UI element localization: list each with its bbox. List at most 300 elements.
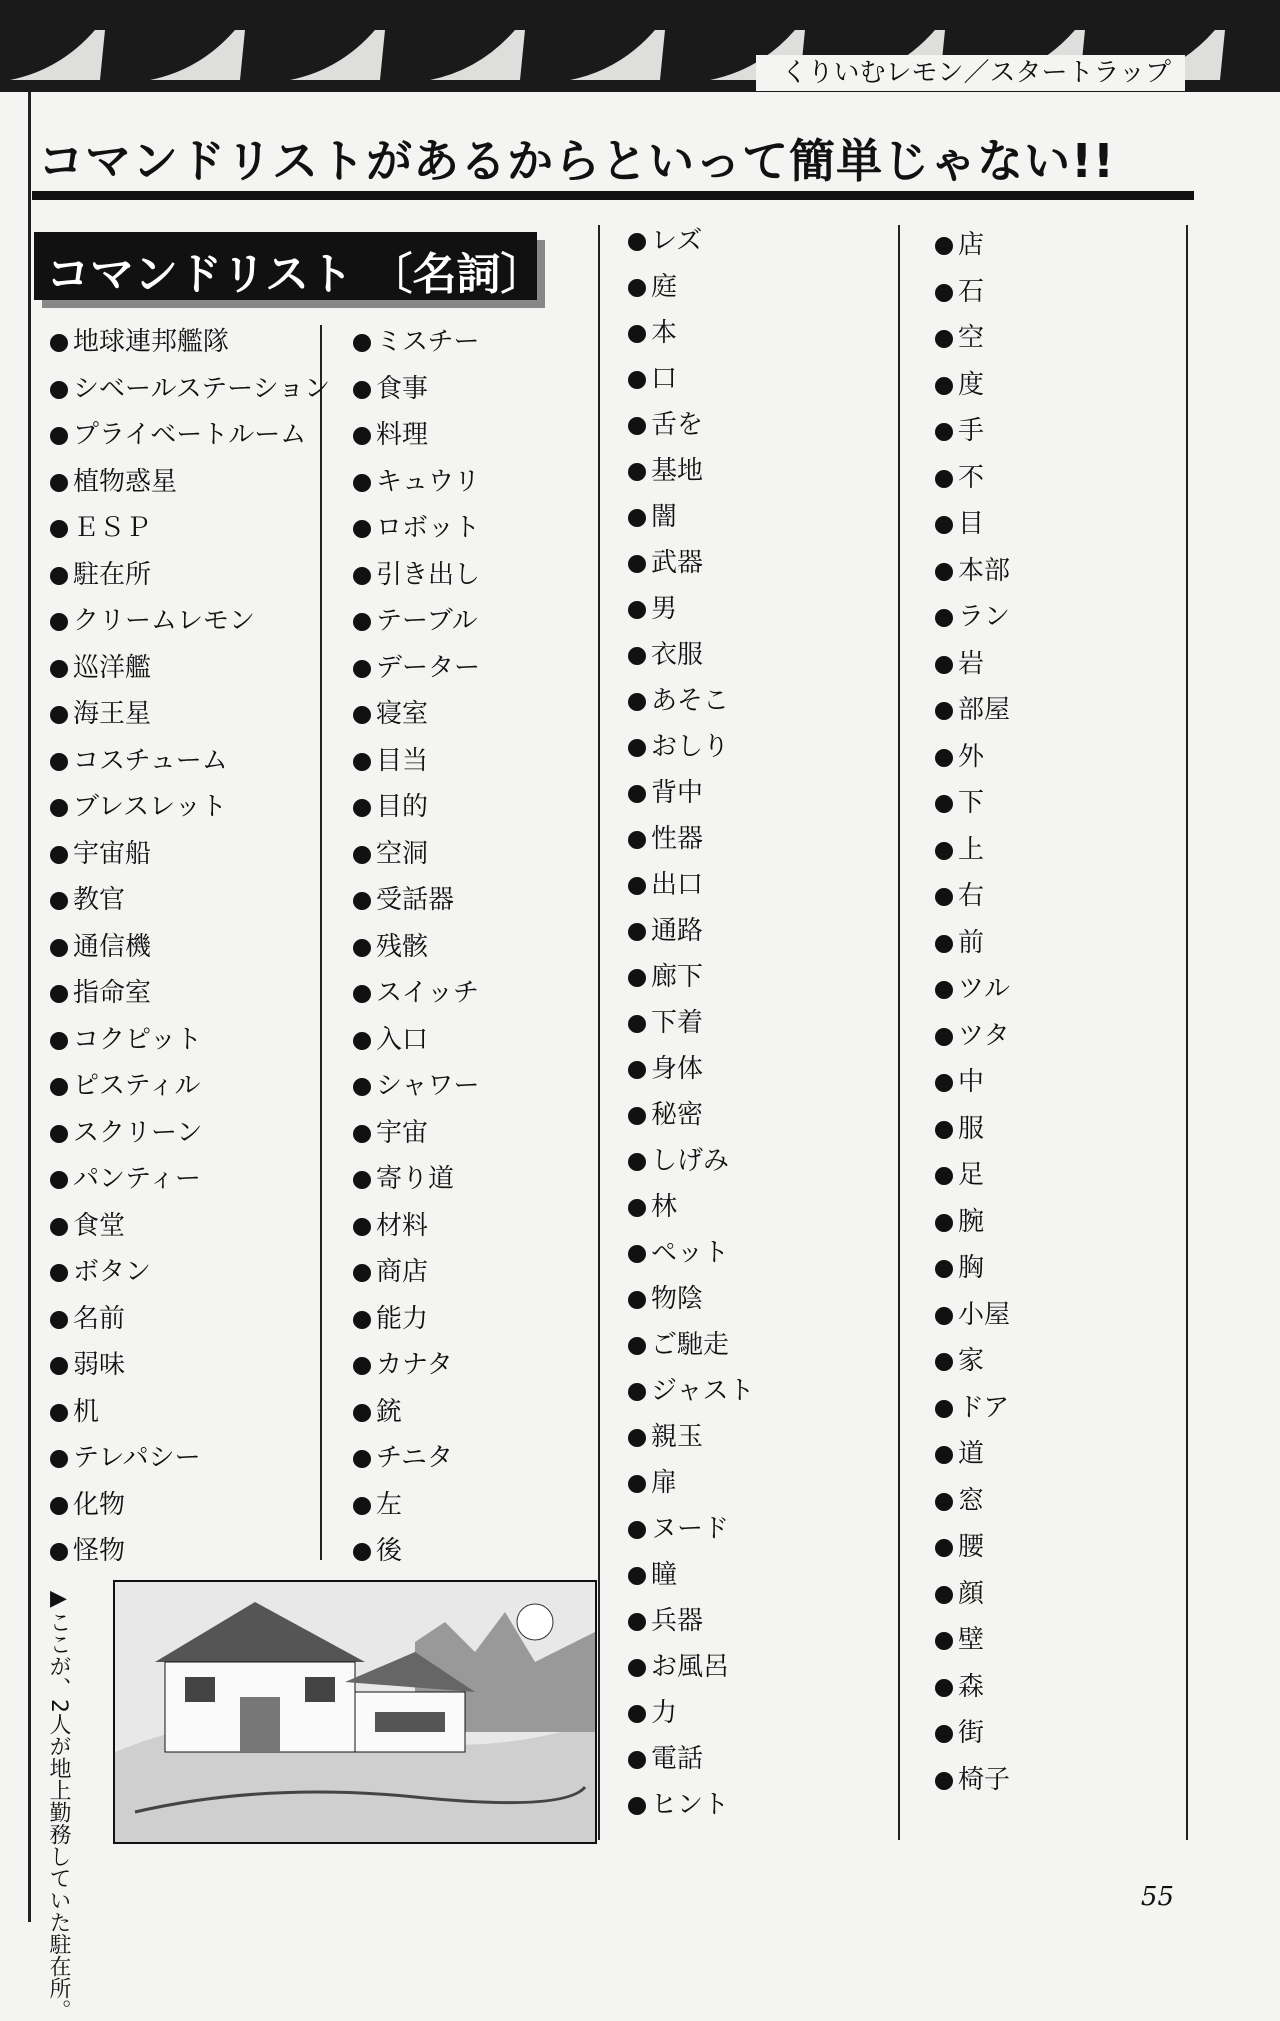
bullet-icon	[353, 799, 371, 817]
noun-label: 腰	[958, 1532, 985, 1562]
noun-label: レズ	[651, 226, 703, 256]
noun-item	[628, 681, 729, 721]
noun-label: 材料	[376, 1210, 429, 1241]
noun-item	[628, 1325, 729, 1365]
bullet-icon	[935, 1772, 953, 1790]
bullet-icon	[935, 1028, 953, 1046]
bullet-icon	[935, 1214, 953, 1232]
noun-label: 目当	[376, 745, 429, 776]
noun-item	[935, 1434, 984, 1474]
noun-label: 左	[376, 1489, 403, 1520]
noun-item	[628, 1049, 703, 1089]
bullet-icon	[935, 609, 953, 627]
noun-item	[935, 1760, 1010, 1800]
bullet-icon	[353, 1171, 371, 1189]
bullet-icon	[935, 377, 953, 395]
bullet-icon	[628, 1107, 646, 1125]
column-divider	[1186, 225, 1188, 1840]
bullet-icon	[353, 1032, 371, 1050]
bullet-icon	[50, 799, 68, 817]
noun-item	[50, 1159, 201, 1199]
noun-label: コクピット	[73, 1024, 202, 1055]
column-divider	[320, 325, 322, 1560]
noun-label: 後	[376, 1536, 403, 1566]
bullet-icon	[935, 888, 953, 906]
noun-label: 性器	[651, 824, 704, 854]
noun-label: ピスティル	[73, 1071, 201, 1101]
noun-label: 銃	[376, 1396, 403, 1427]
noun-item	[50, 1392, 99, 1432]
noun-item	[935, 504, 984, 544]
noun-item	[50, 1206, 125, 1246]
noun-item	[628, 1693, 677, 1733]
bullet-icon	[628, 1659, 646, 1677]
noun-label: 椅子	[958, 1764, 1011, 1795]
noun-item	[628, 313, 677, 353]
bullet-icon	[353, 1450, 371, 1468]
noun-item	[50, 880, 125, 920]
noun-item	[353, 973, 479, 1013]
noun-label: 空	[958, 323, 985, 353]
bullet-icon	[353, 939, 371, 957]
bullet-icon	[50, 334, 68, 352]
noun-label: 外	[958, 741, 985, 772]
headline-rule	[32, 191, 1194, 200]
bullet-icon	[50, 1032, 68, 1050]
bullet-icon	[935, 1679, 953, 1697]
noun-label: ＥＳＰ	[73, 513, 152, 543]
bullet-icon	[935, 935, 953, 953]
noun-label: ご馳走	[651, 1330, 730, 1360]
noun-item	[628, 819, 703, 859]
bullet-icon	[353, 753, 371, 771]
noun-label: 岩	[958, 648, 985, 679]
bullet-icon	[50, 520, 68, 538]
bullet-icon	[935, 1725, 953, 1743]
noun-item	[628, 1279, 703, 1319]
noun-item	[50, 834, 151, 874]
section-title-box	[34, 232, 545, 300]
noun-item	[628, 267, 677, 307]
noun-item	[628, 635, 703, 675]
bullet-icon	[50, 1311, 68, 1329]
bullet-icon	[353, 1404, 371, 1422]
bullet-icon	[935, 1493, 953, 1511]
noun-item	[935, 690, 1010, 730]
noun-label: 基地	[651, 456, 704, 486]
noun-label: 残骸	[376, 931, 429, 962]
noun-item	[935, 1620, 984, 1660]
bullet-icon	[935, 1446, 953, 1464]
noun-item	[353, 880, 454, 920]
noun-item	[935, 644, 984, 684]
noun-item	[50, 601, 255, 641]
noun-item	[935, 876, 984, 916]
noun-label: 前	[958, 927, 985, 958]
noun-item	[935, 1574, 984, 1614]
noun-item	[353, 1485, 402, 1525]
noun-label: シベールステーション	[73, 373, 331, 404]
noun-label: 足	[958, 1160, 985, 1190]
noun-item	[628, 727, 729, 767]
noun-item	[353, 322, 479, 362]
noun-item	[353, 601, 478, 641]
bullet-icon	[353, 706, 371, 724]
bullet-icon	[628, 1521, 646, 1539]
bullet-icon	[50, 1125, 68, 1143]
noun-label: 道	[958, 1439, 985, 1469]
noun-label: 中	[958, 1067, 985, 1097]
noun-item	[50, 1066, 200, 1106]
noun-label: 能力	[376, 1303, 429, 1334]
noun-label: あそこ	[651, 686, 730, 716]
bullet-icon	[353, 1078, 371, 1096]
noun-item	[628, 1785, 729, 1825]
bullet-icon	[628, 509, 646, 527]
bullet-icon	[628, 325, 646, 343]
noun-item	[50, 973, 151, 1013]
bullet-icon	[628, 969, 646, 987]
noun-item	[628, 1417, 703, 1457]
bullet-icon	[628, 1245, 646, 1263]
bullet-icon	[628, 877, 646, 895]
noun-item	[628, 497, 677, 537]
bullet-icon	[628, 417, 646, 435]
noun-item	[50, 369, 330, 409]
noun-label: 商店	[376, 1257, 429, 1287]
bullet-icon	[935, 237, 953, 255]
noun-item	[628, 1509, 729, 1549]
noun-label: 教官	[73, 885, 126, 915]
noun-label: 物陰	[651, 1284, 704, 1314]
noun-label: 右	[958, 881, 985, 911]
bullet-icon	[50, 1171, 68, 1189]
bullet-icon	[628, 1199, 646, 1217]
bullet-icon	[50, 1404, 68, 1422]
bullet-icon	[628, 923, 646, 941]
column-divider	[898, 225, 900, 1840]
noun-label: 力	[651, 1698, 678, 1728]
noun-label: 化物	[73, 1489, 126, 1520]
noun-item	[628, 1095, 703, 1135]
noun-label: ブレスレット	[73, 792, 227, 822]
bullet-icon	[50, 1357, 68, 1375]
noun-label: コスチューム	[73, 745, 228, 776]
bullet-icon	[50, 381, 68, 399]
bullet-icon	[353, 985, 371, 1003]
bullet-icon	[50, 1450, 68, 1468]
bullet-icon	[50, 567, 68, 585]
noun-label: 電話	[651, 1744, 704, 1774]
bullet-icon	[628, 739, 646, 757]
noun-label: 下	[958, 788, 985, 818]
noun-item	[628, 1601, 703, 1641]
bullet-icon	[935, 1632, 953, 1650]
bullet-icon	[628, 785, 646, 803]
bullet-icon	[353, 1357, 371, 1375]
noun-item	[935, 597, 1010, 637]
bullet-icon	[935, 1539, 953, 1557]
bullet-icon	[50, 985, 68, 1003]
noun-label: 弱味	[73, 1350, 126, 1380]
bullet-icon	[935, 516, 953, 534]
bullet-icon	[353, 567, 371, 585]
noun-item	[50, 1438, 201, 1478]
bullet-icon	[50, 846, 68, 864]
noun-label: 店	[958, 230, 985, 260]
noun-label: 森	[958, 1671, 985, 1702]
noun-item	[353, 1392, 402, 1432]
noun-label: 壁	[958, 1625, 985, 1655]
noun-label: 上	[958, 834, 985, 865]
noun-label: 入口	[376, 1024, 429, 1055]
bullet-icon	[50, 939, 68, 957]
noun-label: 出口	[651, 870, 704, 900]
bullet-icon	[935, 981, 953, 999]
noun-label: 胸	[958, 1253, 985, 1283]
noun-item	[353, 1066, 479, 1106]
noun-item	[628, 1003, 703, 1043]
noun-label: 口	[651, 364, 678, 394]
noun-item	[935, 1527, 984, 1567]
noun-item	[50, 1299, 125, 1339]
noun-item	[50, 415, 306, 455]
noun-label: ツル	[958, 974, 1011, 1004]
noun-label: 度	[958, 369, 985, 400]
bullet-icon	[50, 753, 68, 771]
bullet-icon	[353, 1497, 371, 1515]
noun-item	[353, 462, 480, 502]
bullet-icon	[50, 1264, 68, 1282]
noun-label: チニタ	[376, 1443, 453, 1473]
noun-item	[935, 1155, 984, 1195]
bullet-icon	[935, 1167, 953, 1185]
bullet-icon	[935, 423, 953, 441]
noun-label: 空洞	[376, 838, 429, 869]
noun-label: 不	[958, 462, 985, 493]
noun-item	[353, 369, 428, 409]
bullet-icon	[628, 1797, 646, 1815]
noun-label: 本	[651, 318, 678, 348]
bullet-icon	[50, 613, 68, 631]
bullet-icon	[353, 660, 371, 678]
bullet-icon	[628, 693, 646, 711]
noun-label: 部屋	[958, 695, 1011, 725]
noun-item	[353, 508, 480, 548]
noun-item	[935, 225, 984, 265]
header-band	[0, 0, 1280, 92]
noun-item	[628, 451, 703, 491]
noun-item	[628, 1187, 677, 1227]
noun-label: 庭	[651, 272, 678, 302]
bullet-icon	[50, 1218, 68, 1236]
bullet-icon	[50, 660, 68, 678]
bullet-icon	[935, 284, 953, 302]
outpost-illustration	[113, 1580, 597, 1844]
bullet-icon	[935, 702, 953, 720]
noun-label: 窓	[958, 1485, 985, 1516]
bullet-icon	[935, 656, 953, 674]
noun-label: 怪物	[73, 1536, 126, 1566]
noun-item	[935, 737, 984, 777]
noun-label: 机	[73, 1396, 100, 1427]
noun-item	[353, 1438, 453, 1478]
noun-label: 海王星	[73, 699, 152, 729]
noun-item	[628, 865, 703, 905]
bullet-icon	[935, 842, 953, 860]
noun-item	[50, 1485, 125, 1525]
noun-item	[353, 1345, 453, 1385]
noun-label: 通路	[651, 916, 704, 946]
bullet-icon	[628, 279, 646, 297]
noun-item	[353, 1252, 428, 1292]
noun-label: ラン	[958, 602, 1011, 632]
bullet-icon	[935, 1260, 953, 1278]
bullet-icon	[353, 1264, 371, 1282]
noun-item	[935, 1667, 984, 1707]
bullet-icon	[353, 334, 371, 352]
noun-item	[628, 589, 677, 629]
noun-item	[935, 458, 984, 498]
noun-label: 受話器	[376, 885, 455, 915]
bullet-icon	[935, 1400, 953, 1418]
noun-label: 秘密	[651, 1100, 704, 1130]
bullet-icon	[628, 1291, 646, 1309]
bullet-icon	[353, 1218, 371, 1236]
bullet-icon	[935, 1307, 953, 1325]
noun-item	[50, 555, 151, 595]
bullet-icon	[353, 613, 371, 631]
noun-item	[935, 1341, 984, 1381]
noun-item	[935, 1481, 984, 1521]
noun-label: ペット	[651, 1238, 730, 1268]
bullet-icon	[628, 1567, 646, 1585]
noun-item	[353, 555, 480, 595]
noun-label: パンティー	[73, 1164, 201, 1194]
noun-label: 家	[958, 1346, 985, 1376]
noun-item	[628, 1555, 677, 1595]
noun-label: 目	[958, 509, 985, 539]
noun-item	[628, 1739, 703, 1779]
noun-label: 石	[958, 276, 985, 307]
noun-item	[935, 783, 984, 823]
bullet-icon	[353, 474, 371, 492]
noun-item	[935, 1295, 1010, 1335]
noun-item	[628, 1233, 729, 1273]
noun-item	[50, 741, 228, 781]
noun-item	[935, 318, 984, 358]
noun-item	[50, 648, 151, 688]
noun-label: 舌を	[651, 410, 704, 440]
noun-item	[353, 787, 428, 827]
noun-label: 寝室	[376, 699, 429, 729]
noun-item	[628, 957, 703, 997]
noun-label: 通信機	[73, 931, 152, 962]
noun-item	[935, 272, 984, 312]
bullet-icon	[50, 1497, 68, 1515]
noun-label: 地球連邦艦隊	[73, 327, 230, 357]
noun-item	[50, 322, 229, 362]
noun-item	[353, 834, 428, 874]
bullet-icon	[50, 1543, 68, 1561]
noun-label: 指命室	[73, 978, 152, 1008]
bullet-icon	[353, 520, 371, 538]
bullet-icon	[628, 1383, 646, 1401]
noun-item	[935, 1062, 984, 1102]
noun-item	[353, 1206, 428, 1246]
noun-label: シャワー	[376, 1071, 480, 1101]
bullet-icon	[628, 371, 646, 389]
noun-item	[628, 221, 702, 261]
noun-label: 衣服	[651, 640, 704, 670]
noun-label: 兵器	[651, 1606, 704, 1636]
bullet-icon	[935, 1586, 953, 1604]
bullet-icon	[50, 474, 68, 492]
noun-label: 食堂	[73, 1210, 126, 1241]
noun-label: 宇宙船	[73, 838, 152, 869]
noun-label: 男	[651, 594, 678, 624]
noun-label: 腕	[958, 1206, 985, 1237]
noun-label: キュウリ	[376, 466, 481, 497]
page-headline: コマンドリストがあるからといって簡単じゃない!!	[38, 134, 1116, 188]
noun-label: 瞳	[651, 1560, 678, 1590]
book-series-title: くりいむレモン／スタートラップ	[756, 55, 1185, 91]
noun-item	[935, 830, 984, 870]
page-number: 55	[1140, 1882, 1174, 1912]
bullet-icon	[935, 470, 953, 488]
noun-label: ヌード	[651, 1514, 730, 1544]
noun-item	[935, 1202, 984, 1242]
bullet-icon	[628, 1153, 646, 1171]
bullet-icon	[628, 1613, 646, 1631]
noun-label: 身体	[651, 1054, 704, 1084]
noun-label: おしり	[651, 732, 730, 762]
noun-label: スクリーン	[73, 1117, 203, 1148]
bullet-icon	[353, 381, 371, 399]
bullet-icon	[628, 647, 646, 665]
noun-item	[50, 927, 151, 967]
noun-item	[935, 1388, 1009, 1428]
noun-label: データー	[376, 652, 481, 683]
noun-item	[935, 969, 1010, 1009]
bullet-icon	[353, 892, 371, 910]
noun-label: 闇	[651, 502, 678, 532]
bullet-icon	[628, 555, 646, 573]
noun-label: 宇宙	[376, 1117, 429, 1148]
noun-label: しげみ	[651, 1146, 730, 1176]
noun-label: お風呂	[651, 1652, 730, 1682]
noun-item	[353, 415, 428, 455]
noun-label: 廊下	[651, 962, 704, 992]
noun-item	[935, 1713, 984, 1753]
noun-label: 名前	[73, 1303, 126, 1334]
bullet-icon	[935, 1074, 953, 1092]
noun-label: 下着	[651, 1008, 704, 1038]
bullet-icon	[935, 1353, 953, 1371]
noun-label: 本部	[958, 555, 1011, 586]
bullet-icon	[50, 892, 68, 910]
noun-label: ロボット	[376, 513, 481, 543]
noun-label: 親玉	[651, 1422, 704, 1452]
noun-item	[50, 508, 151, 548]
noun-item	[628, 359, 677, 399]
noun-item	[628, 543, 703, 583]
bullet-icon	[628, 1751, 646, 1769]
noun-label: スイッチ	[376, 978, 479, 1008]
noun-label: カナタ	[376, 1350, 453, 1380]
noun-item	[353, 1020, 428, 1060]
bullet-icon	[353, 1125, 371, 1143]
